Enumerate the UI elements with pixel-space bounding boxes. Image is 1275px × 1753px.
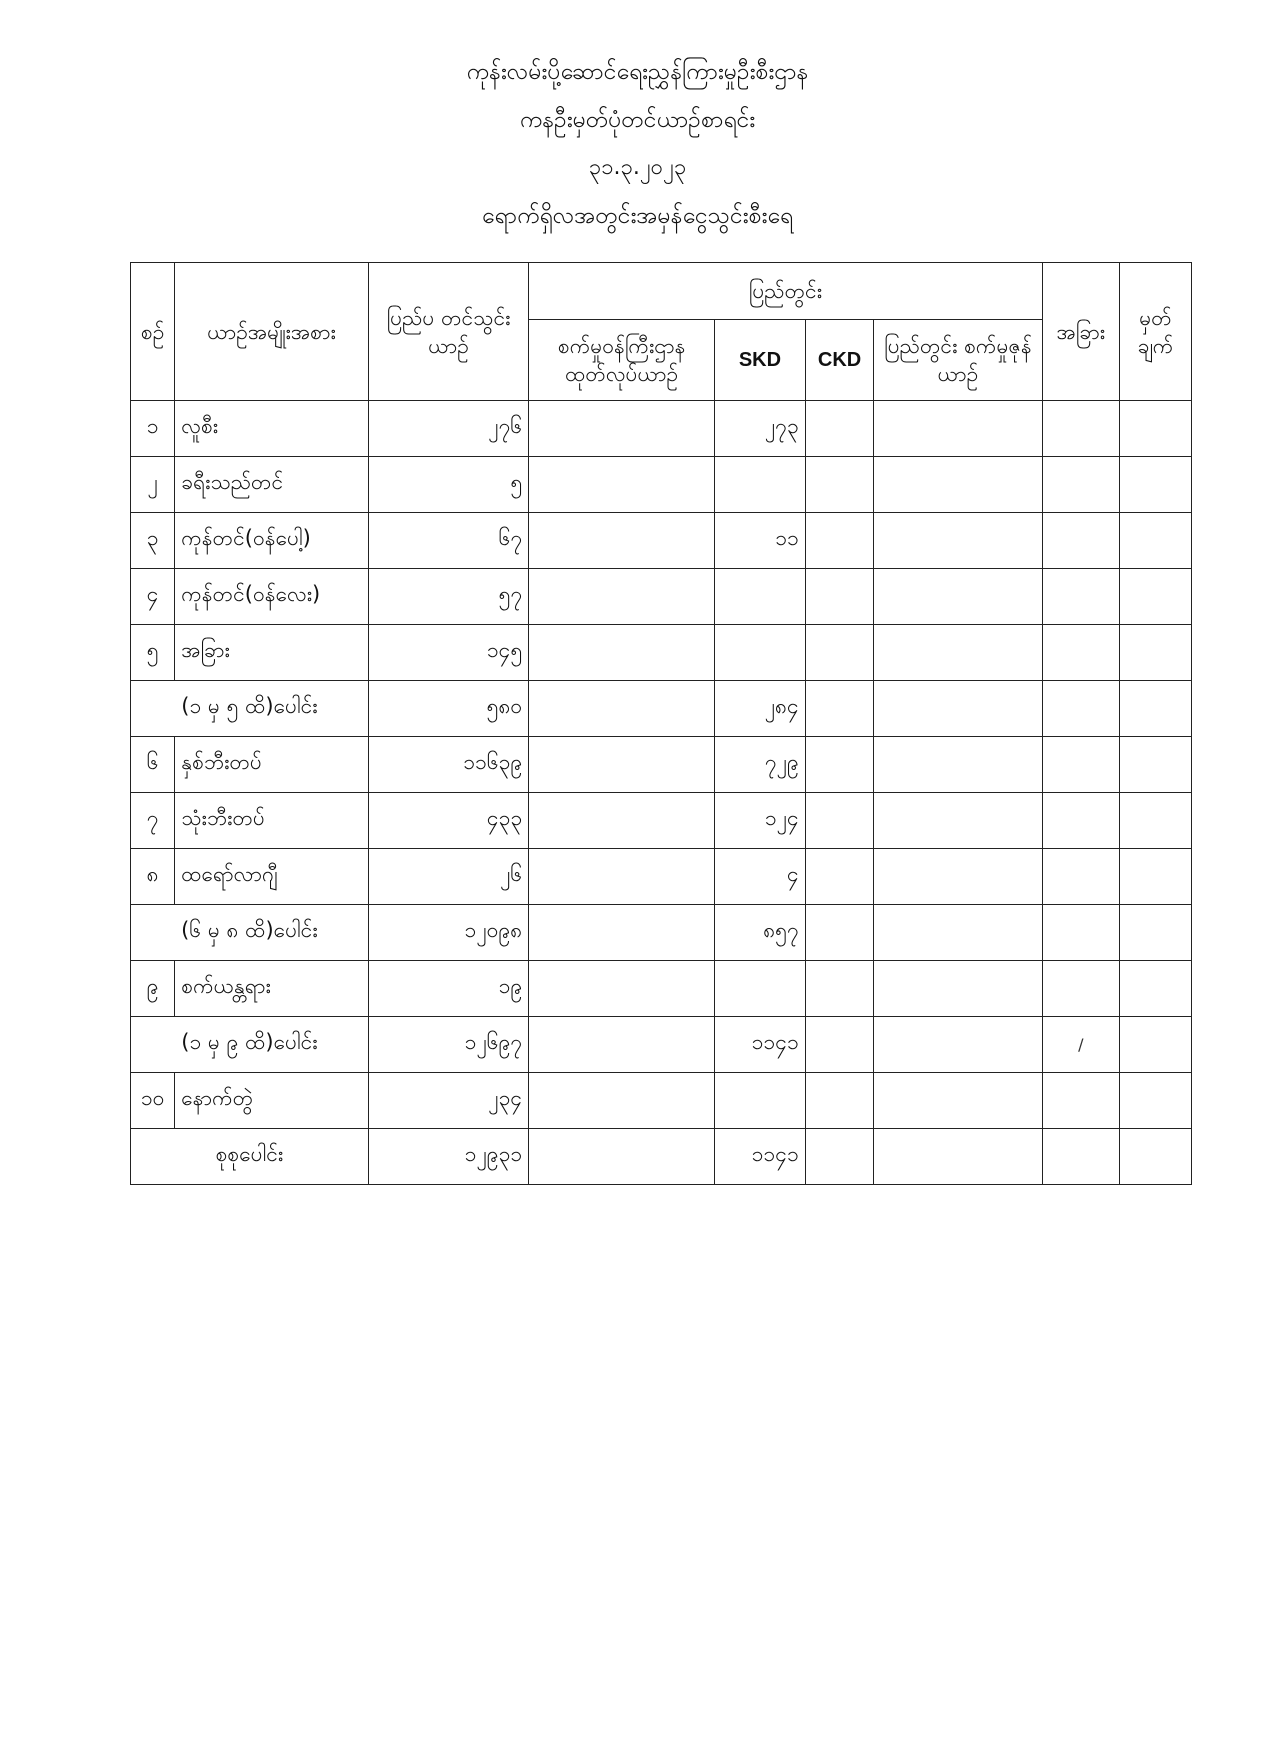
industrial-zone-count <box>874 401 1042 457</box>
imported-count: ၁၂၉၃၁ <box>368 1129 528 1185</box>
ckd-count <box>805 569 874 625</box>
subtotal-label: (၁ မှ ၉ ထိ)ပေါင်း <box>131 1017 369 1073</box>
row-number: ၃ <box>131 513 175 569</box>
imported-count: ၂၇၆ <box>368 401 528 457</box>
ministry-built-count <box>529 737 715 793</box>
subtotal-row <box>131 905 1192 961</box>
row-number: ၁၀ <box>131 1073 175 1129</box>
industrial-zone-count <box>874 513 1042 569</box>
remark-cell <box>1120 905 1192 961</box>
skd-count <box>715 569 806 625</box>
vehicle-type: ကုန်တင်(ဝန်လေး) <box>175 569 369 625</box>
imported-count: ၁၄၅ <box>368 625 528 681</box>
ckd-count <box>805 457 874 513</box>
ckd-count <box>805 513 874 569</box>
ministry-built-count <box>529 569 715 625</box>
other-count <box>1042 457 1119 513</box>
vehicle-type: လူစီး <box>175 401 369 457</box>
vehicle-registration-table <box>130 262 1192 1185</box>
ministry-built-count <box>529 1073 715 1129</box>
table-row <box>131 569 1192 625</box>
document-header <box>0 58 1275 250</box>
row-number: ၂ <box>131 457 175 513</box>
remark-cell <box>1120 625 1192 681</box>
header-vehicle-type: ယာဉ်အမျိုးအစား <box>175 263 369 401</box>
report-date: ၃၁.၃.၂၀၂၃ <box>588 155 687 180</box>
remark-cell <box>1120 569 1192 625</box>
row-number: ၇ <box>131 793 175 849</box>
subtotal-label: (၁ မှ ၅ ထိ)ပေါင်း <box>131 681 369 737</box>
vehicle-type: သုံးဘီးတပ် <box>175 793 369 849</box>
row-number: ၁ <box>131 401 175 457</box>
other-count <box>1042 737 1119 793</box>
vehicle-type: နောက်တွဲ <box>175 1073 369 1129</box>
skd-count: ၁၁၄၁ <box>715 1129 806 1185</box>
other-count <box>1042 569 1119 625</box>
other-count: / <box>1042 1017 1119 1073</box>
ckd-count <box>805 793 874 849</box>
ministry-built-count <box>529 793 715 849</box>
ministry-built-count <box>529 905 715 961</box>
vehicle-type: ကုန်တင်(ဝန်ပေါ့) <box>175 513 369 569</box>
remark-cell <box>1120 457 1192 513</box>
other-count <box>1042 961 1119 1017</box>
industrial-zone-count <box>874 1129 1042 1185</box>
imported-count: ၁၂၀၉၈ <box>368 905 528 961</box>
other-count <box>1042 681 1119 737</box>
skd-count: ၁၁ <box>715 513 806 569</box>
subtotal-row <box>131 681 1192 737</box>
other-count <box>1042 905 1119 961</box>
ckd-count <box>805 1017 874 1073</box>
ckd-count <box>805 905 874 961</box>
table-body <box>131 401 1192 1185</box>
ministry-built-count <box>529 457 715 513</box>
other-count <box>1042 1073 1119 1129</box>
imported-count: ၅၈၀ <box>368 681 528 737</box>
industrial-zone-count <box>874 457 1042 513</box>
header-remark: မှတ် ချက် <box>1120 263 1192 401</box>
remark-cell <box>1120 1017 1192 1073</box>
ministry-built-count <box>529 513 715 569</box>
skd-count: ၂၈၄ <box>715 681 806 737</box>
vehicle-type: ခရီးသည်တင် <box>175 457 369 513</box>
imported-count: ၁၂၆၉၇ <box>368 1017 528 1073</box>
remark-cell <box>1120 681 1192 737</box>
skd-count: ၇၂၉ <box>715 737 806 793</box>
subtotal-label: စုစုပေါင်း <box>131 1129 369 1185</box>
skd-count: ၂၇၃ <box>715 401 806 457</box>
skd-count: ၄ <box>715 849 806 905</box>
other-count <box>1042 401 1119 457</box>
ckd-count <box>805 681 874 737</box>
ministry-built-count <box>529 681 715 737</box>
remark-cell <box>1120 793 1192 849</box>
remark-cell <box>1120 737 1192 793</box>
table-row <box>131 401 1192 457</box>
imported-count: ၂၃၄ <box>368 1073 528 1129</box>
vehicle-type: စက်ယန္တရား <box>175 961 369 1017</box>
other-count <box>1042 1129 1119 1185</box>
industrial-zone-count <box>874 793 1042 849</box>
header-ministry-built: စက်မှုဝန်ကြီးဌာန ထုတ်လုပ်ယာဉ် <box>529 320 715 401</box>
other-count <box>1042 625 1119 681</box>
table-row <box>131 457 1192 513</box>
header-ckd: CKD <box>805 320 874 401</box>
imported-count: ၆၇ <box>368 513 528 569</box>
row-number: ၈ <box>131 849 175 905</box>
other-count <box>1042 849 1119 905</box>
subtotal-row <box>131 1017 1192 1073</box>
industrial-zone-count <box>874 1017 1042 1073</box>
ministry-built-count <box>529 401 715 457</box>
table-row <box>131 513 1192 569</box>
imported-count: ၅၇ <box>368 569 528 625</box>
skd-count: ၈၅၇ <box>715 905 806 961</box>
industrial-zone-count <box>874 569 1042 625</box>
other-count <box>1042 793 1119 849</box>
imported-count: ၁၁၆၃၉ <box>368 737 528 793</box>
skd-count <box>715 457 806 513</box>
imported-count: ၂၆ <box>368 849 528 905</box>
table-row <box>131 625 1192 681</box>
vehicle-type: နှစ်ဘီးတပ် <box>175 737 369 793</box>
ckd-count <box>805 737 874 793</box>
skd-count <box>715 625 806 681</box>
subtotal-row <box>131 1129 1192 1185</box>
remark-cell <box>1120 849 1192 905</box>
ckd-count <box>805 401 874 457</box>
row-number: ၄ <box>131 569 175 625</box>
industrial-zone-count <box>874 681 1042 737</box>
skd-count <box>715 961 806 1017</box>
remark-cell <box>1120 961 1192 1017</box>
header-industrial-zone: ပြည်တွင်း စက်မှုဇုန်ယာဉ် <box>874 320 1042 401</box>
skd-count: ၁၁၄၁ <box>715 1017 806 1073</box>
table-row <box>131 793 1192 849</box>
remark-cell <box>1120 401 1192 457</box>
row-number: ၉ <box>131 961 175 1017</box>
header-skd: SKD <box>715 320 806 401</box>
row-number: ၆ <box>131 737 175 793</box>
imported-count: ၁၉ <box>368 961 528 1017</box>
industrial-zone-count <box>874 905 1042 961</box>
industrial-zone-count <box>874 961 1042 1017</box>
header-imported: ပြည်ပ တင်သွင်းယာဉ် <box>368 263 528 401</box>
ministry-built-count <box>529 849 715 905</box>
imported-count: ၅ <box>368 457 528 513</box>
ckd-count <box>805 1073 874 1129</box>
ministry-built-count <box>529 961 715 1017</box>
industrial-zone-count <box>874 737 1042 793</box>
vehicle-type: အခြား <box>175 625 369 681</box>
other-count <box>1042 513 1119 569</box>
skd-count <box>715 1073 806 1129</box>
report-subtitle: ရောက်ရှိလအတွင်းအမှန်ငွေသွင်းစီးရေ <box>481 203 794 229</box>
skd-count: ၁၂၄ <box>715 793 806 849</box>
ckd-count <box>805 849 874 905</box>
industrial-zone-count <box>874 625 1042 681</box>
vehicle-type: ထရော်လာဂျီ <box>175 849 369 905</box>
remark-cell <box>1120 513 1192 569</box>
table-row <box>131 1073 1192 1129</box>
imported-count: ၄၃၃ <box>368 793 528 849</box>
header-domestic: ပြည်တွင်း <box>529 263 1042 320</box>
header-other: အခြား <box>1042 263 1119 401</box>
remark-cell <box>1120 1073 1192 1129</box>
header-no: စဉ် <box>131 263 175 401</box>
subtotal-label: (၆ မှ ၈ ထိ)ပေါင်း <box>131 905 369 961</box>
industrial-zone-count <box>874 1073 1042 1129</box>
row-number: ၅ <box>131 625 175 681</box>
industrial-zone-count <box>874 849 1042 905</box>
ministry-built-count <box>529 625 715 681</box>
ckd-count <box>805 625 874 681</box>
remark-cell <box>1120 1129 1192 1185</box>
ministry-built-count <box>529 1017 715 1073</box>
ministry-built-count <box>529 1129 715 1185</box>
department-title: ကုန်းလမ်းပို့ဆောင်ရေးညွှန်ကြားမှုဦးစီးဌာန <box>466 59 809 85</box>
table-row <box>131 737 1192 793</box>
table-row <box>131 961 1192 1017</box>
ckd-count <box>805 1129 874 1185</box>
table-row <box>131 849 1192 905</box>
ckd-count <box>805 961 874 1017</box>
list-title: ကနဦးမှတ်ပုံတင်ယာဉ်စာရင်း <box>519 107 756 133</box>
